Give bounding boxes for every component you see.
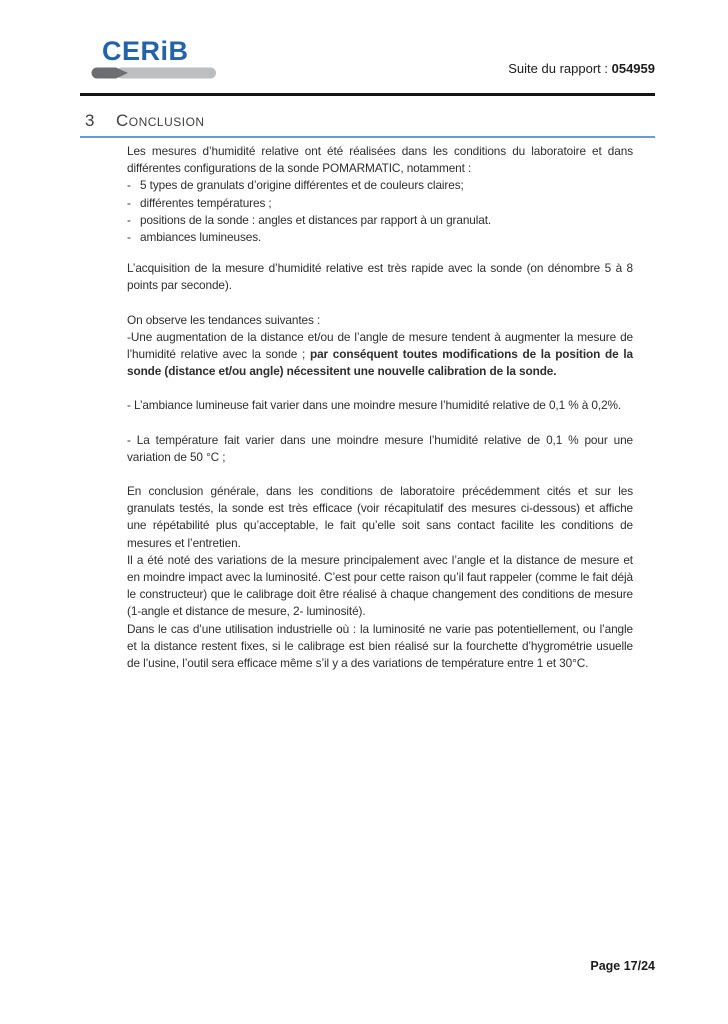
conclusion-body [127, 143, 633, 672]
intro-paragraph: Les mesures d’humidité relative ont été réalisées dans les conditions du laboratoire et dans différentes configurations de la sonde POMARMATIC, notamment : [127, 144, 633, 176]
report-reference [508, 61, 655, 76]
list-item-text: ambiances lumineuses. [140, 230, 262, 245]
cerib-logo [90, 38, 220, 80]
list-item-text: 5 types de granulats d’origine différentes et de couleurs claires; [140, 178, 464, 193]
section-title: Conclusion [115, 111, 205, 130]
general-conclusion-block [127, 483, 633, 672]
trends-bold-run: par conséquent toutes modifications de la position de la sonde (distance et/ou angle) nécessitent une nouvelle calibration de la sonde. [127, 347, 633, 379]
page-number: Page 17/24 [590, 959, 655, 973]
list-item [127, 177, 633, 194]
acquisition-paragraph: L’acquisition de la mesure d’humidité relative est très rapide avec la sonde (on dénombre 5 à 8 points par seconde). [127, 261, 633, 293]
list-item [127, 229, 633, 246]
trends-paragraph [127, 329, 633, 381]
cerib-logo-text: CERiB [102, 36, 189, 66]
list-item [127, 212, 633, 229]
trends-normal-run: -Une augmentation de la distance et/ou de l’angle de mesure tendent à augmenter la mesure de l’humidité relative avec la sonde ; [127, 329, 633, 362]
conclusion-paragraph-2: Il a été noté des variations de la mesure principalement avec l’angle et la distance de mesure et en moindre impact avec la luminosité. C’est pour cette raison qu’il faut rappeler (comme le fait déjà le constructeur) que le calibrage doit être réalisé à chaque changement des conditions de mesure (1-angle et distance de mesure, 2- luminosité). [127, 552, 633, 619]
report-number: 054959 [611, 61, 655, 76]
list-item [127, 195, 633, 212]
list-item-marker: - [127, 178, 131, 193]
section-heading-underline [80, 136, 655, 138]
section-heading [85, 111, 205, 131]
trends-intro-line: On observe les tendances suivantes : [127, 312, 321, 327]
bullet-list [127, 177, 633, 246]
list-item-text: positions de la sonde : angles et distances par rapport à un granulat. [140, 212, 492, 227]
header-divider [80, 93, 655, 96]
list-item-marker: - [127, 230, 131, 245]
temperature-paragraph: - La température fait varier dans une moindre mesure l’humidité relative de 0,1 % pour une variation de 50 °C ; [127, 432, 633, 464]
list-item-marker: - [127, 195, 131, 210]
section-number: 3 [85, 111, 95, 130]
list-item-text: différentes températures ; [140, 195, 272, 210]
report-reference-label: Suite du rapport : [508, 61, 612, 76]
ambiance-paragraph: - L’ambiance lumineuse fait varier dans une moindre mesure l’humidité relative de 0,1 % à 0,2%. [127, 398, 622, 413]
conclusion-paragraph-3: Dans le cas d’une utilisation industrielle où : la luminosité ne varie pas potentiellement, ou l’angle et la distance restent fixes, si le calibrage est bien réalisé sur la fourchette d’hygrométrie usuelle de l’usine, l’outil sera efficace même s’il y a des variations de température entre 1 et 30°C. [127, 621, 633, 671]
cerib-logo-arrow-icon [90, 66, 218, 80]
list-item-marker: - [127, 212, 131, 227]
conclusion-paragraph-1: En conclusion générale, dans les conditions de laboratoire précédemment cités et sur les granulats testés, la sonde est très efficace (voir récapitulatif des mesures ci-dessous) et affiche une répétabilité plus qu’acceptable, le fait qu’elle soit sans contact facilite les conditions de mesures et l’entretien. [127, 484, 633, 550]
